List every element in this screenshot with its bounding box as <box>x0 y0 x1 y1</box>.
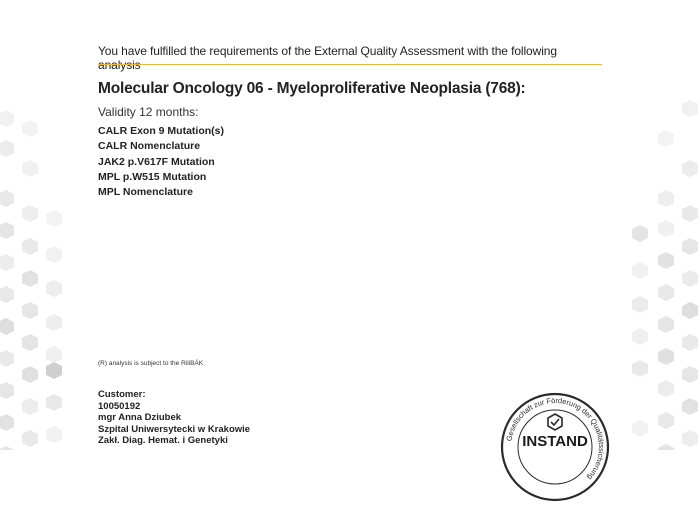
validity-label: Validity 12 months: <box>98 105 199 119</box>
analysis-list <box>98 124 224 200</box>
customer-block <box>98 389 250 447</box>
analysis-item: CALR Nomenclature <box>98 140 201 153</box>
analysis-item: JAK2 p.V617F Mutation <box>98 155 215 168</box>
header-divider <box>98 64 602 65</box>
analysis-item: MPL Nomenclature <box>98 186 193 199</box>
seal-graphic <box>500 392 610 502</box>
customer-department: Zakł. Diag. Hemat. i Genetyki <box>98 435 228 447</box>
requirements-statement: You have fulfilled the requirements of the External Quality Assessment with the following analysis <box>98 44 557 72</box>
customer-institution: Szpital Uniwersytecki w Krakowie <box>98 423 251 435</box>
customer-id: 10050192 <box>98 400 141 412</box>
analysis-item: CALR Exon 9 Mutation(s) <box>98 125 224 137</box>
instand-seal <box>500 392 610 502</box>
hex-cluster-left <box>0 110 62 450</box>
program-title: Molecular Oncology 06 - Myeloproliferative Neoplasia (768): <box>98 80 526 97</box>
customer-label: Customer: <box>98 389 146 400</box>
rilibak-footnote: (R) analysis is subject to the RiliBÄK <box>98 360 204 367</box>
seal-name: INSTAND <box>522 433 588 450</box>
hex-cluster-right <box>632 100 698 450</box>
analysis-item: MPL p.W515 Mutation <box>98 170 207 183</box>
customer-name: mgr Anna Dziubek <box>98 412 182 424</box>
seal-ring-text: Gesellschaft zur Förderung der Qualitätssicherung <box>504 395 607 482</box>
